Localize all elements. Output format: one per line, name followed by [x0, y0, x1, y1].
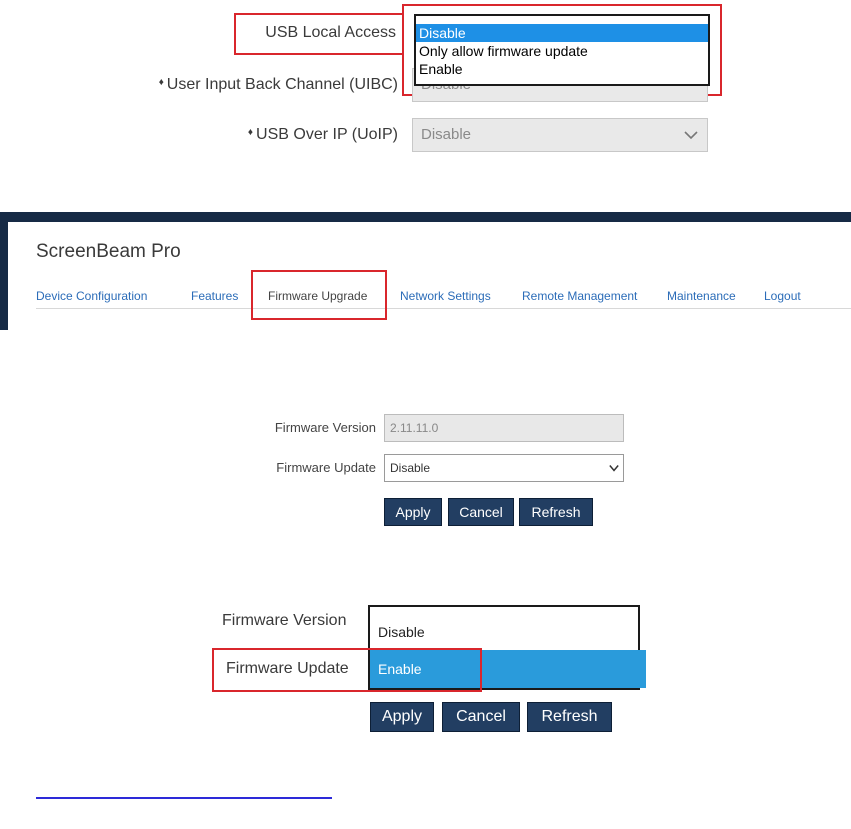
tab-network-settings[interactable]: Network Settings: [400, 289, 491, 303]
tab-device-configuration[interactable]: Device Configuration: [36, 289, 148, 303]
refresh-button-2[interactable]: Refresh: [527, 702, 612, 732]
usb-local-access-dropdown[interactable]: [414, 14, 710, 86]
tab-features[interactable]: Features: [191, 289, 239, 303]
required-bullet-icon: ♦: [158, 77, 164, 88]
usb-settings-section: [0, 0, 851, 170]
dropdown-option-enable[interactable]: Enable: [419, 61, 463, 77]
apply-button[interactable]: Apply: [384, 498, 442, 526]
firmware-version-field: 2.11.11.0: [384, 414, 624, 442]
uibc-label-text: User Input Back Channel (UIBC): [166, 76, 398, 93]
chevron-down-icon: [683, 127, 699, 143]
dropdown-option-enable[interactable]: Enable: [370, 650, 646, 688]
app-window: [0, 212, 851, 330]
dropdown-option-disable[interactable]: Disable: [416, 24, 708, 42]
uoip-select-value: Disable: [421, 126, 472, 143]
apply-button-2[interactable]: Apply: [370, 702, 434, 732]
tab-firmware-upgrade[interactable]: Firmware Upgrade: [268, 289, 368, 303]
chevron-down-icon: [609, 463, 619, 473]
uoip-label-text: USB Over IP (UoIP): [256, 126, 398, 143]
uoip-select[interactable]: [412, 118, 708, 152]
uibc-label: [100, 76, 398, 94]
tab-maintenance[interactable]: Maintenance: [667, 289, 736, 303]
required-bullet-icon: ♦: [247, 127, 254, 138]
uoip-label: [150, 126, 398, 144]
firmware-version-label-2: Firmware Version: [222, 612, 347, 629]
firmware-update-label: Firmware Update: [276, 460, 376, 475]
link-underline[interactable]: [36, 797, 332, 799]
tab-logout[interactable]: Logout: [764, 289, 801, 303]
firmware-update-select-value: Disable: [390, 461, 431, 475]
dropdown-option-firmware-only[interactable]: Only allow firmware update: [419, 43, 588, 59]
firmware-tab-highlight: [251, 270, 387, 320]
firmware-update-highlight: [212, 648, 482, 692]
tab-remote-management[interactable]: Remote Management: [522, 289, 638, 303]
firmware-update-select[interactable]: [384, 454, 624, 482]
app-title: ScreenBeam Pro: [36, 241, 181, 262]
dropdown-option-disable[interactable]: Disable: [378, 624, 425, 640]
firmware-update-label-2: Firmware Update: [226, 660, 349, 677]
cancel-button[interactable]: Cancel: [448, 498, 514, 526]
cancel-button-2[interactable]: Cancel: [442, 702, 520, 732]
refresh-button[interactable]: Refresh: [519, 498, 593, 526]
usb-local-access-label: USB Local Access: [265, 24, 396, 41]
firmware-version-label: Firmware Version: [274, 420, 376, 435]
